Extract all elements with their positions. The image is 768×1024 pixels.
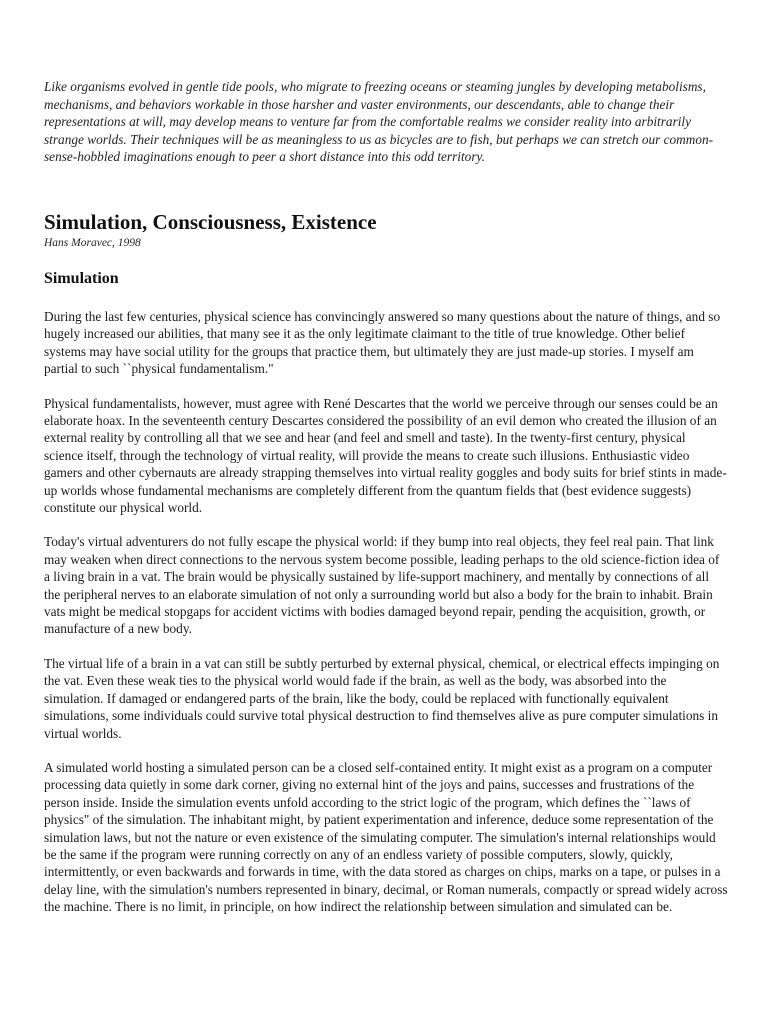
paragraph: During the last few centuries, physical science has convincingly answered so many questions about the nature of things, and so hugely increased our abilities, that many see it as the only legitimate claimant to the title of true knowledge. Other belief systems may have social utility for the groups that practice them, but ultimately they are just made-up stories. I myself am partial to such ``physical fundamentalism." bbox=[44, 308, 721, 377]
document-page bbox=[44, 78, 728, 916]
paragraph: Physical fundamentalists, however, must agree with René Descartes that the world we perceive through our senses could be an elaborate hoax. In the seventeenth century Descartes considered the possibility of an evil demon who created the illusion of an external reality by controlling all that we see and hear (and feel and smell and taste). In the twenty-first century, physical science itself, through the technology of virtual reality, will provide the means to create such illusions. Enthusiastic video gamers and other cybernauts are already strapping themselves into virtual reality goggles and body suits for brief stints in made-up worlds whose fundamental mechanisms are completely different from the quantum fields that (best evidence suggests) constitute our physical world. bbox=[44, 395, 727, 516]
article-byline: Hans Moravec, 1998 bbox=[44, 236, 141, 249]
paragraph: Today's virtual adventurers do not fully escape the physical world: if they bump into real objects, they feel real pain. That link may weaken when direct connections to the nervous system become possible, leading perhaps to the old science-fiction idea of a living brain in a vat. The brain would be physically sustained by life-support machinery, and mentally by connections of all the peripheral nerves to an elaborate simulation of not only a surrounding world but also a body for the brain to inhabit. Brain vats might be medical stopgaps for accident victims with bodies damaged beyond repair, pending the acquisition, growth, or manufacture of a new body. bbox=[44, 534, 720, 637]
paragraph: A simulated world hosting a simulated person can be a closed self-contained entity. It might exist as a program on a computer processing data quietly in some dark corner, giving no external hint of the joys and pains, successes and frustrations of the person inside. Inside the simulation events unfold according to the strict logic of the program, which defines the ``laws of physics" of the simulation. The inhabitant might, by patient experimentation and inference, deduce some representation of the simulation laws, but not the nature or even existence of the simulating computer. The simulation's internal relationships would be the same if the program were running correctly on any of an endless variety of possible computers, slowly, quickly, intermittently, or even backwards and forwards in time, with the data stored as charges on chips, marks on a tape, or pulses in a delay line, with the simulation's numbers represented in binary, decimal, or Roman numerals, compactly or spread widely across the machine. There is no limit, in principle, on how indirect the relationship between simulation and simulated can be. bbox=[44, 759, 728, 915]
article-title: Simulation, Consciousness, Existence bbox=[44, 209, 377, 234]
epigraph: Like organisms evolved in gentle tide pools, who migrate to freezing oceans or steaming jungles by developing metabolisms, mechanisms, and behaviors workable in those harsher and vaster environments, our descendants, able to change their representations at will, may develop means to venture far from the comfortable realms we consider reality into arbitrarily strange worlds. Their techniques will be as meaningless to us as bicycles are to fish, but perhaps we can stretch our common-sense-hobbled imaginations enough to peer a short distance into this odd territory. bbox=[44, 79, 714, 165]
section-heading: Simulation bbox=[44, 269, 119, 287]
paragraph: The virtual life of a brain in a vat can still be subtly perturbed by external physical, chemical, or electrical effects impinging on the vat. Even these weak ties to the physical world would fade if the brain, as well as the body, was absorbed into the simulation. If damaged or endangered parts of the brain, like the body, could be replaced with functionally equivalent simulations, some individuals could survive total physical destruction to find themselves alive as pure computer simulations in virtual worlds. bbox=[44, 655, 720, 741]
